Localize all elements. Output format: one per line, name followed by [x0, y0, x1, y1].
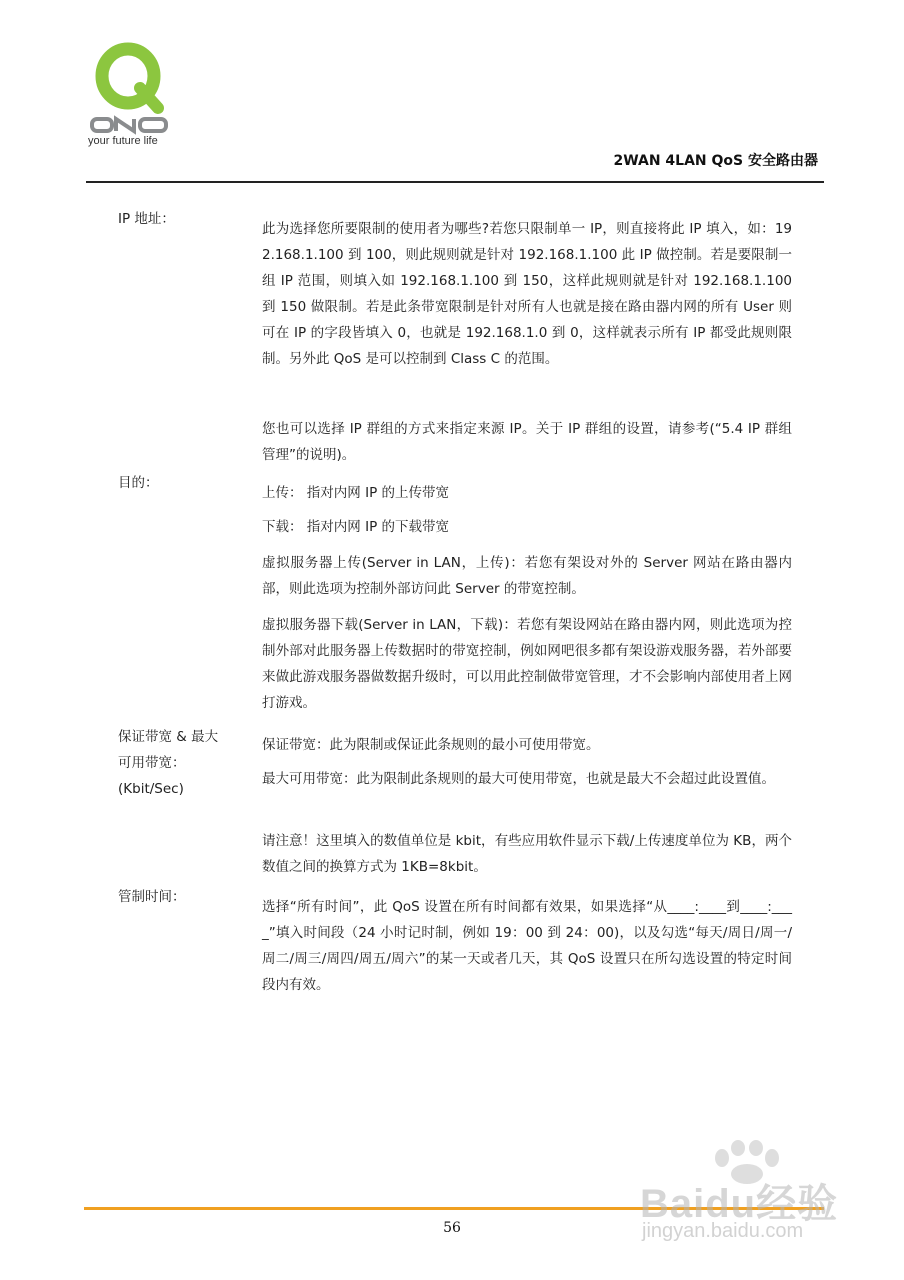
logo-tagline: your future life: [88, 135, 158, 147]
baidu-watermark: [640, 1140, 870, 1270]
paragraph: 最大可用带宽：此为限制此条规则的最大可使用带宽，也就是最大不会超过此设置值。: [262, 771, 775, 787]
section-label: [118, 206, 248, 232]
paragraph: 下载： 指对内网 IP 的下载带宽: [262, 519, 449, 535]
watermark-brand: Baidu经验: [640, 1182, 839, 1226]
page-number: 56: [443, 1220, 461, 1236]
section-label: [118, 884, 248, 910]
paragraph: 此为选择您所要限制的使用者为哪些?若您只限制单一 IP，则直接将此 IP 填入，如：192.168.1.100 到 100，则此规则就是针对 192.168.1.100 此 IP 做控制。若是要限制一组 IP 范围，则填入如 192.168.1.100 到 150，这样此规则就是针对 192.168.1.100 到 150 做限制。若是此条带宽限制是针对所有人也就是接在路由器内网的所有 User 则可在 IP 的字段皆填入 0，也就是 192.168.1.0 到 0，这样就表示所有 IP 都受此规则限制。另外此 QoS 是可以控制到 Class C 的范围。: [262, 221, 792, 367]
qno-logo-mark: [88, 42, 188, 142]
paragraph: 虚拟服务器上传(Server in LAN，上传)：若您有架设对外的 Server 网站在路由器内部，则此选项为控制外部访问此 Server 的带宽控制。: [262, 555, 792, 597]
paragraph: 您也可以选择 IP 群组的方式来指定来源 IP。关于 IP 群组的设置，请参考(“5.4 IP 群组管理”的说明)。: [262, 421, 792, 463]
section-label: [118, 470, 248, 496]
header-divider: [86, 181, 824, 183]
watermark-url: jingyan.baidu.com: [642, 1220, 804, 1242]
label-line: 可用带宽：: [118, 755, 186, 771]
label-line: (Kbit/Sec): [118, 781, 184, 797]
label-line: 管制时间：: [118, 889, 186, 905]
label-line: 保证带宽 & 最大: [118, 729, 219, 745]
document-header-title: 2WAN 4LAN QoS 安全路由器: [613, 153, 818, 169]
paragraph: 请注意！这里填入的数值单位是 kbit，有些应用软件显示下载/上传速度单位为 KB，两个数值之间的换算方式为 1KB=8kbit。: [262, 833, 792, 875]
paragraph: 保证带宽：此为限制或保证此条规则的最小可使用带宽。: [262, 737, 600, 753]
section-label: [118, 724, 248, 802]
label-line: 目的：: [118, 475, 159, 491]
paragraph: 选择“所有时间”，此 QoS 设置在所有时间都有效果，如果选择“从____:____到____:____”填入时间段（24 小时记时制，例如 19：00 到 24：00)，以及勾选“每天/周日/周一/周二/周三/周四/周五/周六”的某一天或者几天，其 QoS 设置只在所勾选设置的特定时间段内有效。: [262, 899, 792, 993]
paragraph: 虚拟服务器下载(Server in LAN，下载)：若您有架设网站在路由器内网，则此选项为控制外部对此服务器上传数据时的带宽控制，例如网吧很多都有架设游戏服务器，若外部要来做此游戏服务器做数据升级时，可以用此控制做带宽管理，才不会影响内部使用者上网打游戏。: [262, 617, 792, 711]
label-line: IP 地址：: [118, 211, 175, 227]
paragraph: 上传： 指对内网 IP 的上传带宽: [262, 485, 449, 501]
